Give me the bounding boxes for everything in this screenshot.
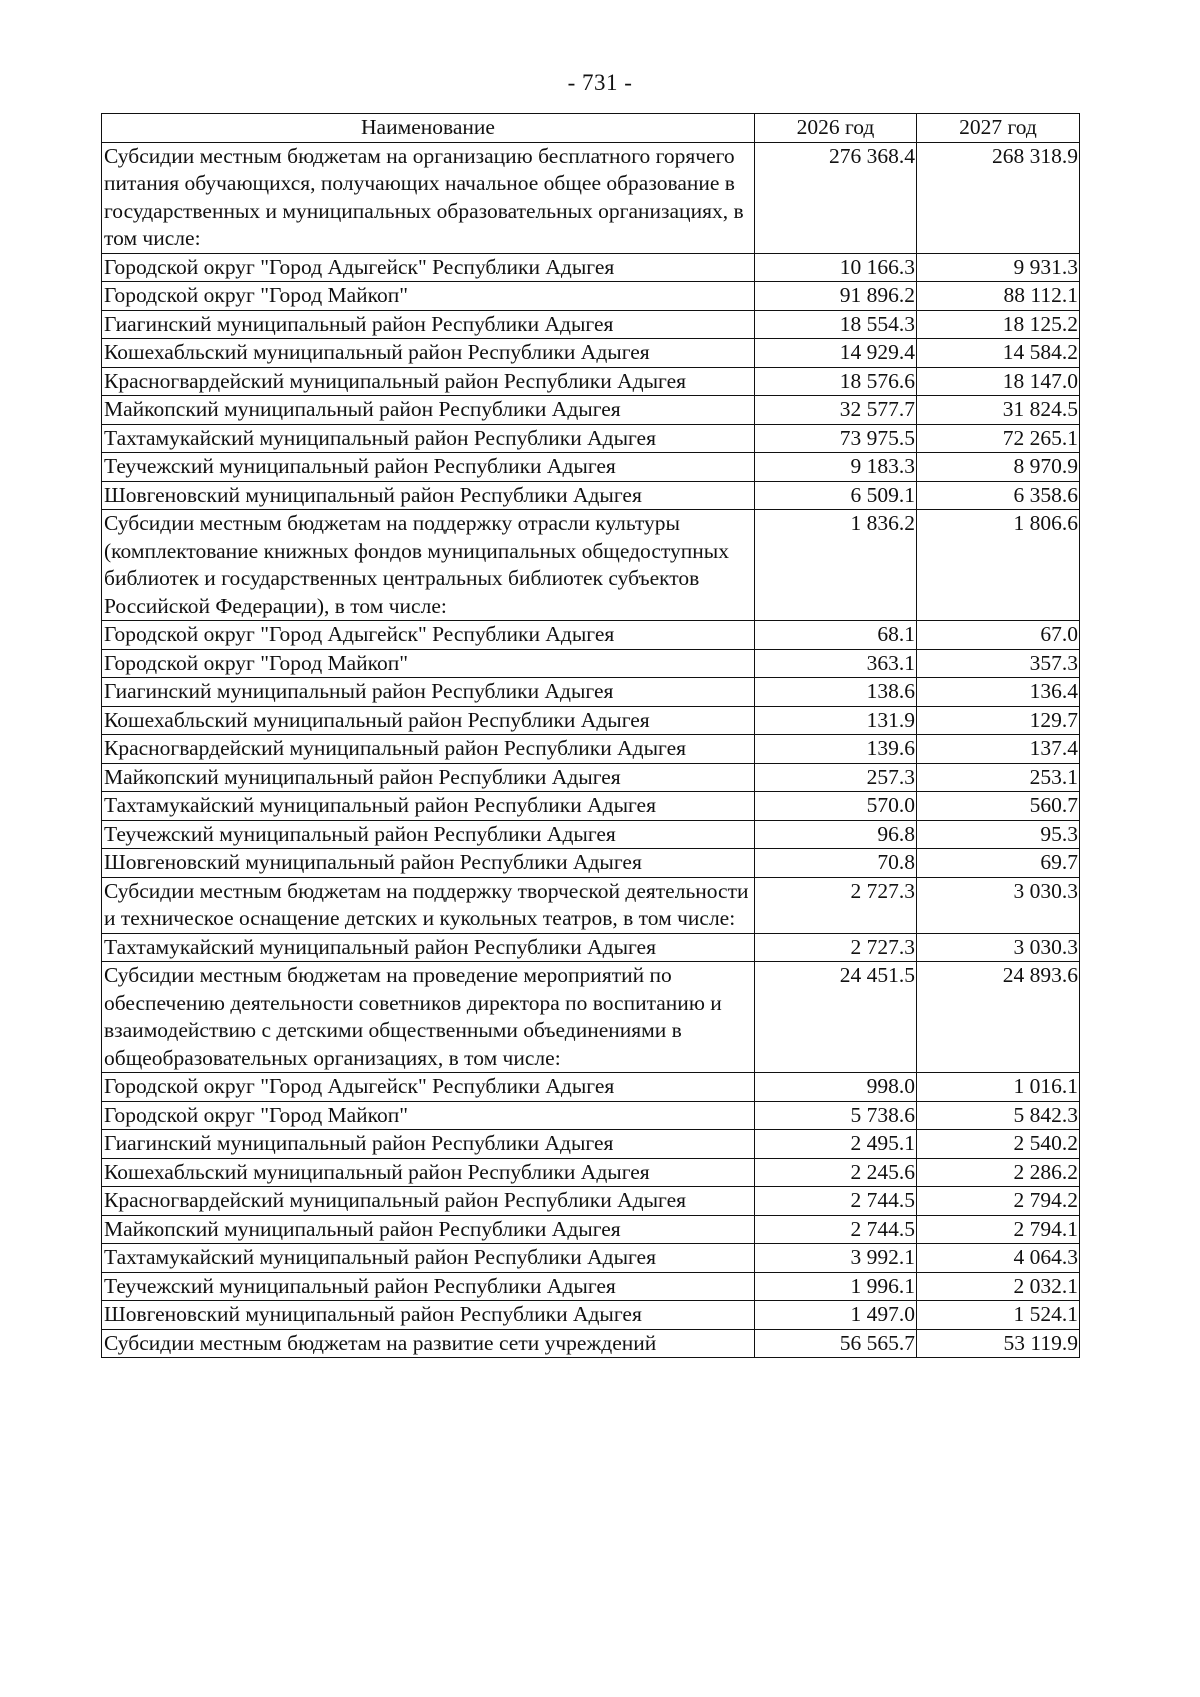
row-value-2026: 257.3 bbox=[755, 763, 917, 792]
table-row bbox=[102, 877, 1080, 933]
row-name: Тахтамукайский муниципальный район Республики Адыгея bbox=[102, 424, 755, 453]
table-row bbox=[102, 1272, 1080, 1301]
row-value-2026: 2 744.5 bbox=[755, 1187, 917, 1216]
table-body bbox=[102, 142, 1080, 1358]
row-value-2026: 5 738.6 bbox=[755, 1101, 917, 1130]
table-row bbox=[102, 1244, 1080, 1273]
row-value-2026: 3 992.1 bbox=[755, 1244, 917, 1273]
row-value-2026: 6 509.1 bbox=[755, 481, 917, 510]
table-row bbox=[102, 481, 1080, 510]
row-value-2026: 570.0 bbox=[755, 792, 917, 821]
table-row bbox=[102, 1215, 1080, 1244]
row-value-2027: 1 524.1 bbox=[917, 1301, 1080, 1330]
row-name: Субсидии местным бюджетам на развитие сети учреждений bbox=[102, 1329, 755, 1358]
row-value-2027: 72 265.1 bbox=[917, 424, 1080, 453]
row-name: Шовгеновский муниципальный район Республики Адыгея bbox=[102, 849, 755, 878]
row-value-2027: 88 112.1 bbox=[917, 282, 1080, 311]
table-row bbox=[102, 396, 1080, 425]
row-value-2027: 67.0 bbox=[917, 621, 1080, 650]
row-name: Субсидии местным бюджетам на организацию бесплатного горячего питания обучающихся, получающих начальное общее образование в государственных и муниципальных образовательных организациях, в том числе: bbox=[102, 142, 755, 253]
row-name: Тахтамукайский муниципальный район Республики Адыгея bbox=[102, 792, 755, 821]
row-value-2027: 9 931.3 bbox=[917, 253, 1080, 282]
table-header bbox=[102, 114, 1080, 143]
row-value-2027: 137.4 bbox=[917, 735, 1080, 764]
row-value-2026: 2 727.3 bbox=[755, 933, 917, 962]
header-row bbox=[102, 114, 1080, 143]
row-value-2026: 56 565.7 bbox=[755, 1329, 917, 1358]
row-name: Тахтамукайский муниципальный район Республики Адыгея bbox=[102, 1244, 755, 1273]
row-value-2026: 138.6 bbox=[755, 678, 917, 707]
row-value-2026: 14 929.4 bbox=[755, 339, 917, 368]
row-name: Кошехабльский муниципальный район Республики Адыгея bbox=[102, 339, 755, 368]
row-value-2026: 18 576.6 bbox=[755, 367, 917, 396]
table-row bbox=[102, 1130, 1080, 1159]
row-value-2027: 69.7 bbox=[917, 849, 1080, 878]
row-value-2027: 2 286.2 bbox=[917, 1158, 1080, 1187]
table-row bbox=[102, 142, 1080, 253]
table-row bbox=[102, 621, 1080, 650]
row-value-2027: 95.3 bbox=[917, 820, 1080, 849]
table-row bbox=[102, 678, 1080, 707]
budget-table bbox=[101, 113, 1080, 1358]
table-row bbox=[102, 792, 1080, 821]
table-row bbox=[102, 706, 1080, 735]
row-name: Кошехабльский муниципальный район Республики Адыгея bbox=[102, 1158, 755, 1187]
table-row bbox=[102, 339, 1080, 368]
row-name: Теучежский муниципальный район Республики Адыгея bbox=[102, 820, 755, 849]
table-row bbox=[102, 1329, 1080, 1358]
row-value-2026: 998.0 bbox=[755, 1073, 917, 1102]
row-value-2027: 31 824.5 bbox=[917, 396, 1080, 425]
row-value-2026: 73 975.5 bbox=[755, 424, 917, 453]
row-name: Субсидии местным бюджетам на проведение мероприятий по обеспечению деятельности советников директора по воспитанию и взаимодействию с детскими общественными объединениями в общеобразовательных организациях, в том числе: bbox=[102, 962, 755, 1073]
row-name: Майкопский муниципальный район Республики Адыгея bbox=[102, 1215, 755, 1244]
row-name: Красногвардейский муниципальный район Республики Адыгея bbox=[102, 367, 755, 396]
table-row bbox=[102, 282, 1080, 311]
row-name: Городской округ "Город Адыгейск" Республики Адыгея bbox=[102, 1073, 755, 1102]
row-value-2027: 2 794.2 bbox=[917, 1187, 1080, 1216]
header-year-2027: 2027 год bbox=[917, 114, 1080, 143]
row-value-2026: 2 744.5 bbox=[755, 1215, 917, 1244]
row-value-2027: 4 064.3 bbox=[917, 1244, 1080, 1273]
row-value-2026: 10 166.3 bbox=[755, 253, 917, 282]
row-value-2027: 1 806.6 bbox=[917, 510, 1080, 621]
row-value-2026: 363.1 bbox=[755, 649, 917, 678]
table-row bbox=[102, 424, 1080, 453]
row-value-2027: 1 016.1 bbox=[917, 1073, 1080, 1102]
table-row bbox=[102, 1073, 1080, 1102]
table-row bbox=[102, 933, 1080, 962]
row-name: Гиагинский муниципальный район Республики Адыгея bbox=[102, 678, 755, 707]
table-row bbox=[102, 735, 1080, 764]
table-row bbox=[102, 649, 1080, 678]
row-name: Майкопский муниципальный район Республики Адыгея bbox=[102, 396, 755, 425]
row-value-2027: 357.3 bbox=[917, 649, 1080, 678]
row-name: Шовгеновский муниципальный район Республики Адыгея bbox=[102, 1301, 755, 1330]
table-row bbox=[102, 367, 1080, 396]
row-value-2027: 53 119.9 bbox=[917, 1329, 1080, 1358]
row-name: Теучежский муниципальный район Республики Адыгея bbox=[102, 453, 755, 482]
row-value-2027: 253.1 bbox=[917, 763, 1080, 792]
row-name: Городской округ "Город Адыгейск" Республики Адыгея bbox=[102, 621, 755, 650]
row-value-2027: 18 147.0 bbox=[917, 367, 1080, 396]
row-value-2027: 560.7 bbox=[917, 792, 1080, 821]
row-value-2026: 1 836.2 bbox=[755, 510, 917, 621]
row-value-2026: 70.8 bbox=[755, 849, 917, 878]
row-value-2027: 24 893.6 bbox=[917, 962, 1080, 1073]
table-row bbox=[102, 1301, 1080, 1330]
row-value-2026: 2 495.1 bbox=[755, 1130, 917, 1159]
row-value-2027: 8 970.9 bbox=[917, 453, 1080, 482]
row-value-2026: 91 896.2 bbox=[755, 282, 917, 311]
row-value-2027: 2 540.2 bbox=[917, 1130, 1080, 1159]
row-name: Городской округ "Город Адыгейск" Республики Адыгея bbox=[102, 253, 755, 282]
row-value-2026: 68.1 bbox=[755, 621, 917, 650]
header-year-2026: 2026 год bbox=[755, 114, 917, 143]
row-value-2027: 6 358.6 bbox=[917, 481, 1080, 510]
row-value-2027: 5 842.3 bbox=[917, 1101, 1080, 1130]
page-number: - 731 - bbox=[567, 70, 633, 95]
row-value-2026: 276 368.4 bbox=[755, 142, 917, 253]
table-row bbox=[102, 1101, 1080, 1130]
row-value-2026: 139.6 bbox=[755, 735, 917, 764]
row-name: Городской округ "Город Майкоп" bbox=[102, 282, 755, 311]
row-name: Субсидии местным бюджетам на поддержку отрасли культуры (комплектование книжных фондов муниципальных общедоступных библиотек и государственных центральных библиотек субъектов Российской Федерации), в том числе: bbox=[102, 510, 755, 621]
row-value-2027: 136.4 bbox=[917, 678, 1080, 707]
row-name: Красногвардейский муниципальный район Республики Адыгея bbox=[102, 1187, 755, 1216]
row-name: Тахтамукайский муниципальный район Республики Адыгея bbox=[102, 933, 755, 962]
row-value-2027: 3 030.3 bbox=[917, 933, 1080, 962]
row-value-2026: 2 727.3 bbox=[755, 877, 917, 933]
table-row bbox=[102, 849, 1080, 878]
row-name: Субсидии местным бюджетам на поддержку творческой деятельности и техническое оснащение детских и кукольных театров, в том числе: bbox=[102, 877, 755, 933]
table-row bbox=[102, 1158, 1080, 1187]
row-name: Гиагинский муниципальный район Республики Адыгея bbox=[102, 310, 755, 339]
row-value-2026: 32 577.7 bbox=[755, 396, 917, 425]
row-value-2027: 2 032.1 bbox=[917, 1272, 1080, 1301]
row-name: Кошехабльский муниципальный район Республики Адыгея bbox=[102, 706, 755, 735]
table-row bbox=[102, 510, 1080, 621]
row-name: Городской округ "Город Майкоп" bbox=[102, 649, 755, 678]
row-value-2027: 2 794.1 bbox=[917, 1215, 1080, 1244]
row-value-2027: 18 125.2 bbox=[917, 310, 1080, 339]
row-value-2026: 2 245.6 bbox=[755, 1158, 917, 1187]
row-name: Теучежский муниципальный район Республики Адыгея bbox=[102, 1272, 755, 1301]
row-name: Городской округ "Город Майкоп" bbox=[102, 1101, 755, 1130]
row-name: Гиагинский муниципальный район Республики Адыгея bbox=[102, 1130, 755, 1159]
row-value-2026: 18 554.3 bbox=[755, 310, 917, 339]
row-name: Майкопский муниципальный район Республики Адыгея bbox=[102, 763, 755, 792]
row-value-2026: 1 996.1 bbox=[755, 1272, 917, 1301]
row-name: Красногвардейский муниципальный район Республики Адыгея bbox=[102, 735, 755, 764]
table-row bbox=[102, 763, 1080, 792]
row-value-2026: 96.8 bbox=[755, 820, 917, 849]
table-row bbox=[102, 962, 1080, 1073]
row-value-2027: 129.7 bbox=[917, 706, 1080, 735]
table-row bbox=[102, 253, 1080, 282]
table-row bbox=[102, 453, 1080, 482]
row-value-2026: 1 497.0 bbox=[755, 1301, 917, 1330]
table-row bbox=[102, 820, 1080, 849]
row-value-2027: 268 318.9 bbox=[917, 142, 1080, 253]
row-value-2026: 24 451.5 bbox=[755, 962, 917, 1073]
header-name: Наименование bbox=[102, 114, 755, 143]
row-value-2026: 9 183.3 bbox=[755, 453, 917, 482]
table-row bbox=[102, 1187, 1080, 1216]
row-name: Шовгеновский муниципальный район Республики Адыгея bbox=[102, 481, 755, 510]
row-value-2026: 131.9 bbox=[755, 706, 917, 735]
row-value-2027: 14 584.2 bbox=[917, 339, 1080, 368]
row-value-2027: 3 030.3 bbox=[917, 877, 1080, 933]
table-row bbox=[102, 310, 1080, 339]
